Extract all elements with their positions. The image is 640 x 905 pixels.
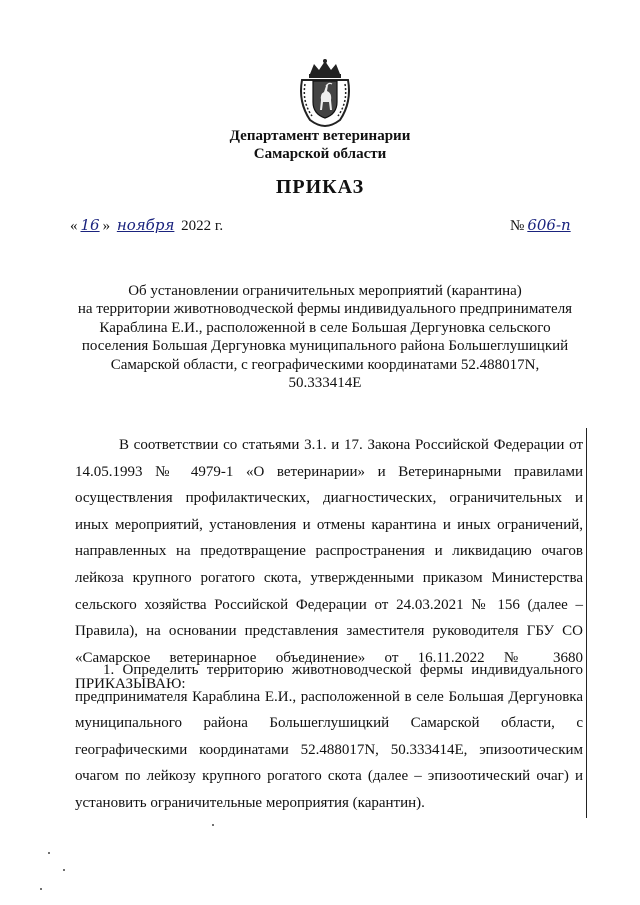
number-value: 606-п (527, 216, 571, 234)
scan-speck (212, 824, 214, 826)
scan-speck (63, 869, 65, 871)
order-date (70, 216, 223, 235)
subject-line: поселения Большая Дергуновка муниципального района Большеглушицкий (81, 338, 569, 355)
clause-1-paragraph: 1. Определить территорию животноводческой фермы индивидуального предпринимателя Караблина Е.И., расположенной в селе Большая Дергуновка муниципального района Большеглушицкий Самарской области, с географическими координатами 52.488017N, 50.333414E, эпизоотическим очагом по лейкозу крупного рогатого скота (далее – эпизоотический очаг) и установить ограничительные мероприятия (карантин). (75, 662, 583, 811)
scan-speck (40, 888, 42, 890)
order-number (510, 216, 574, 235)
date-year: 2022 г. (181, 218, 224, 234)
date-day: 16 (80, 216, 100, 234)
order-title: ПРИКАЗ (275, 176, 365, 198)
subject-line: на территории животноводческой фермы индивидуального предпринимателя (77, 301, 573, 318)
subject-line: Об установлении ограничительных мероприятий (карантина) (128, 283, 522, 299)
department-name-line1: Департамент ветеринарии (229, 128, 411, 144)
scan-speck (48, 852, 50, 854)
department-name-line2: Самарской области (253, 146, 387, 162)
number-label: № (510, 218, 525, 234)
samara-coat-of-arms-icon (296, 58, 354, 128)
date-month: ноября (116, 216, 175, 234)
preamble-paragraph: В соответствии со статьями 3.1. и 17. Закона Российской Федерации от 14.05.1993 № 4979-1 «О ветеринарии» и Ветеринарными правилами осуществления профилактических, диагностических, ограничительных и иных мероприятий, установления и отмены карантина и иных ограничений, направленных на предотвращение распространения и ликвидацию очагов лейкоза крупного рогатого скота, утвержденными приказом Министерства сельского хозяйства Российской Федерации от 24.03.2021 № 156 (далее – Правила), на основании представления заместителя руководителя ГБУ СО «Самарское ветеринарное объединение» от 16.11.2022 № 3680 ПРИКАЗЫВАЮ: (75, 437, 583, 693)
date-open-quote: « (70, 218, 78, 234)
date-close-quote: » (102, 218, 111, 234)
subject-line: Караблина Е.И., расположенной в селе Большая Дергуновка сельского (99, 319, 551, 336)
subject-line: 50.333414E (288, 375, 362, 392)
subject-line: Самарской области, с географическими координатами 52.488017N, (110, 356, 540, 373)
scan-edge-line (586, 428, 587, 818)
order-subject (60, 282, 590, 392)
